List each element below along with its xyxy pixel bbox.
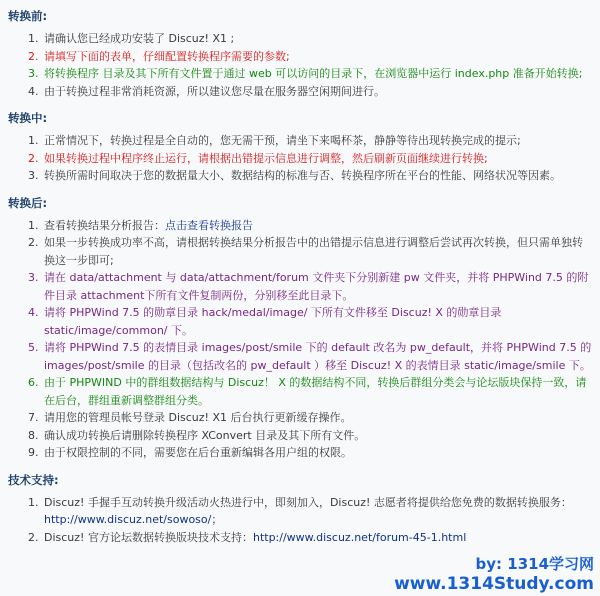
list-item [42, 444, 592, 462]
list-item [42, 30, 592, 48]
list-item [42, 167, 592, 185]
item-text: 如果转换过程中程序终止运行，请根据出错提示信息进行调整，然后刷新页面继续进行转换; [44, 151, 488, 165]
list-item [42, 150, 592, 168]
watermark-line1: by: 1314学习网 [475, 555, 594, 573]
list-item [42, 65, 592, 83]
item-text: 由于 PHPWIND 中的群组数据结构与 Discuz！ X 的数据结构不同，转换后群组分类会与论坛版块保持一致，请在后台，群组重新调整群组分类。 [44, 376, 587, 407]
list-item [42, 269, 592, 304]
section-list [8, 494, 592, 547]
section-list [8, 132, 592, 185]
item-text: 请在 data/attachment 与 data/attachment/forum 文件夹下分别新建 pw 文件夹，并将 PHPWind 7.5 的附件目录 attachment下所有文件复制两份，分别移至此目录下。 [44, 271, 589, 302]
item-text: 请将 PHPWind 7.5 的表情目录 images/post/smile 下的 default 改名为 pw_default，并将 PHPWind 7.5 的 images/post/smile 的目录（包括改名的 pw_default ）移至 Discuz! X 的表情目录 static/image/smile 下。 [44, 341, 592, 372]
item-text: 请填写下面的表单，仔细配置转换程序需要的参数; [44, 49, 290, 63]
section-title: 转换中: [8, 111, 48, 125]
list-item [42, 217, 592, 235]
list-item [42, 529, 592, 547]
item-text: 如果一步转换成功率不高，请根据转换结果分析报告中的出错提示信息进行调整后尝试再次转换，但只需单独转换这一步即可; [44, 236, 583, 267]
section-title: 转换前: [8, 9, 48, 23]
item-text: 转换所需时间取决于您的数据量大小、数据结构的标准与否、转换程序所在平台的性能、网络状况等因素。 [44, 169, 561, 182]
item-text: 确认成功转换后请删除转换程序 XConvert 目录及其下所有文件。 [44, 428, 366, 442]
list-item [42, 339, 592, 374]
watermark [394, 554, 594, 594]
item-text: 查看转换结果分析报告： [44, 218, 165, 232]
section-title: 技术支持: [8, 472, 59, 487]
item-text: 由于权限控制的不同，需要您在后台重新编辑各用户组的权限。 [44, 446, 352, 459]
item-text: 正常情况下，转换过程是全自动的，您无需干预，请坐下来喝杯茶，静静等待出现转换完成的提示; [44, 134, 521, 147]
section-title: 转换后: [8, 195, 48, 210]
list-item [42, 427, 592, 445]
list-item [42, 304, 592, 339]
list-item [42, 83, 592, 101]
section-list [8, 217, 592, 462]
item-text: 请确认您已经成功安装了 Discuz! X1 ; [44, 32, 235, 45]
list-item [42, 48, 592, 66]
item-text: 将转换程序 目录及其下所有文件置于通过 web 可以访问的目录下，在浏览器中运行 index.php 准备开始转换; [44, 67, 583, 80]
item-text: 请用您的管理员帐号登录 Discuz! X1 后台执行更新缓存操作。 [44, 411, 352, 424]
list-item [42, 234, 592, 269]
list-item [42, 494, 592, 529]
item-suffix: ； [211, 513, 223, 526]
item-text: Discuz! 官方论坛数据转换版块技术支持： [44, 530, 253, 544]
item-link[interactable]: http://www.discuz.net/sowoso/ [44, 513, 212, 526]
list-item [42, 132, 592, 150]
list-item [42, 374, 592, 409]
item-text: 请将 PHPWind 7.5 的勋章目录 hack/medal/image/ 下所有文件移至 Discuz! X 的勋章目录 static/image/common/ 下。 [44, 306, 502, 337]
item-text: 由于转换过程非常消耗资源，所以建议您尽量在服务器空闲期间进行。 [44, 84, 385, 98]
list-item [42, 409, 592, 427]
item-text: Discuz! 手握手互动转换升级活动火热进行中，即刻加入，Discuz! 志愿者将提供给您免费的数据转换服务： [44, 495, 572, 509]
section-list [8, 30, 592, 100]
item-link[interactable]: 点击查看转换报告 [165, 218, 253, 232]
item-link[interactable]: http://www.discuz.net/forum-45-1.html [252, 530, 467, 544]
watermark-line2: www.1314Study.com [394, 574, 594, 594]
